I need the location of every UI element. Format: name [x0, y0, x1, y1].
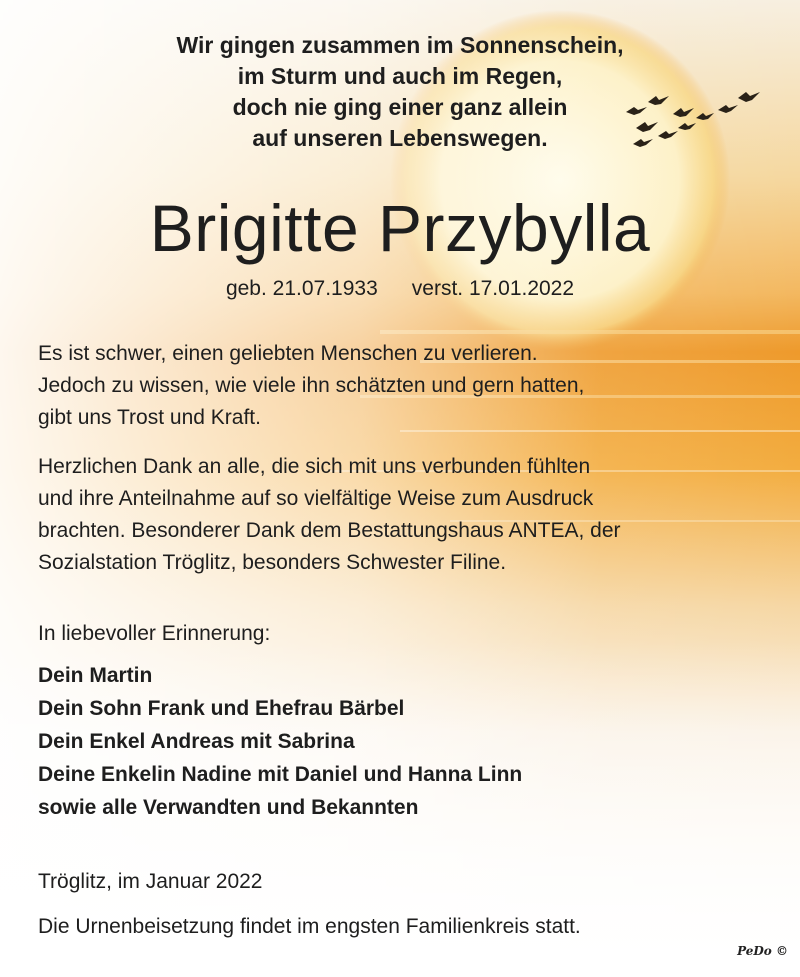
memory-line: In liebevoller Erinnerung:: [38, 622, 271, 645]
death-date: verst. 17.01.2022: [411, 277, 575, 300]
place-date: Tröglitz, im Januar 2022: [38, 870, 263, 893]
paragraph-consolation: [38, 338, 778, 434]
text-line: brachten. Besonderer Dank dem Bestattungshaus ANTEA, der: [38, 519, 621, 542]
deceased-name: Brigitte Przybylla: [149, 191, 651, 265]
signer: Dein Enkel Andreas mit Sabrina: [38, 730, 355, 753]
poem-line: auf unseren Lebenswegen.: [252, 125, 548, 151]
text-line: Es ist schwer, einen geliebten Menschen zu verlieren.: [38, 342, 538, 365]
signer: sowie alle Verwandten und Bekannten: [38, 796, 419, 819]
paragraph-thanks: [38, 451, 778, 579]
urn-note: Die Urnenbeisetzung findet im engsten Familienkreis statt.: [38, 915, 581, 938]
poem-line: im Sturm und auch im Regen,: [237, 63, 563, 89]
signer: Dein Martin: [38, 664, 153, 687]
text-line: und ihre Anteilnahme auf so vielfältige Weise zum Ausdruck: [38, 487, 594, 510]
designer-signature: PeDo ©: [737, 944, 788, 958]
life-dates: [0, 274, 800, 304]
poem-line: doch nie ging einer ganz allein: [232, 94, 568, 120]
signer: Dein Sohn Frank und Ehefrau Bärbel: [38, 697, 405, 720]
signers-list: [38, 659, 778, 824]
birth-date: geb. 21.07.1933: [225, 277, 378, 300]
text-line: Sozialstation Tröglitz, besonders Schwester Filine.: [38, 551, 507, 574]
text-line: Herzlichen Dank an alle, die sich mit uns verbunden fühlten: [38, 455, 591, 478]
poem-line: Wir gingen zusammen im Sonnenschein,: [176, 32, 624, 58]
text-line: gibt uns Trost und Kraft.: [38, 406, 261, 429]
text-line: Jedoch zu wissen, wie viele ihn schätzten und gern hatten,: [38, 374, 585, 397]
signer: Deine Enkelin Nadine mit Daniel und Hanna Linn: [38, 763, 523, 786]
poem: [0, 30, 800, 154]
